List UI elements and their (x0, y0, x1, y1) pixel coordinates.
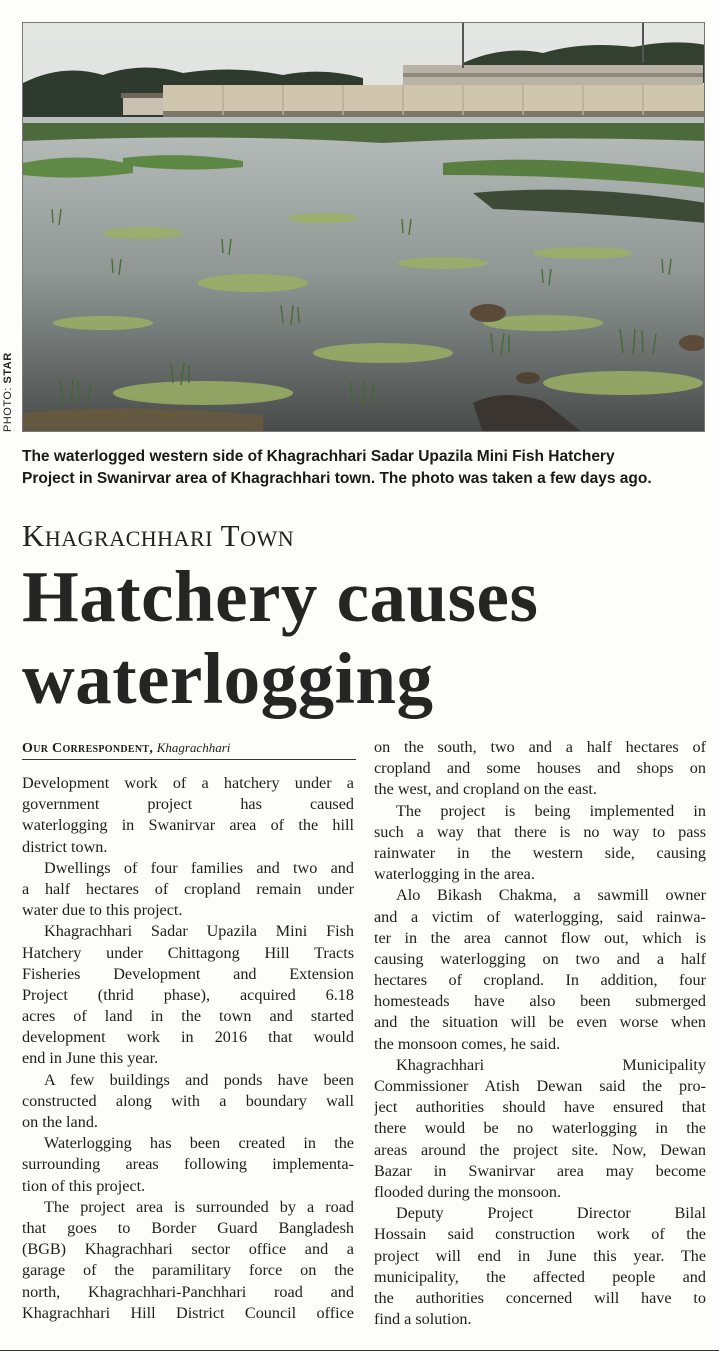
article-line: the monsoon comes, he said. (374, 1034, 561, 1053)
article-line: the west, and cropland on the east. (374, 780, 597, 799)
article-line: Hatchery under Chittagong Hill Tracts (22, 943, 354, 962)
article-line: acres of land in the town and started (22, 1007, 354, 1026)
caption-line: Project in Swanirvar area of Khagrachhari town. The photo was taken a few days ago. (22, 470, 652, 487)
article-line: A few buildings and ponds have been (44, 1070, 354, 1089)
photo-credit-source: STAR (2, 352, 14, 384)
article-line: on the land. (22, 1113, 98, 1131)
article-line: municipality, the affected people and (374, 1267, 706, 1286)
article-line: there would be no waterlogging in the (374, 1119, 706, 1138)
article-line: flooded during the monsoon. (374, 1182, 562, 1201)
article-line: Development work of a hatchery under a (22, 774, 354, 792)
article-line: north, Khagrachhari-Panchhari road and (22, 1282, 354, 1301)
photo-credit (2, 352, 14, 432)
article-line: homesteads have also been submerged (374, 992, 706, 1011)
article-line: (BGB) Khagrachhari sector office and a (22, 1240, 354, 1259)
article-line: garage of the paramilitary force on the (22, 1261, 354, 1280)
news-photo (22, 22, 705, 432)
article-line: waterlogging in Swanirvar area of the hill (22, 816, 354, 835)
article-line: Khagrachhari Municipality (396, 1055, 706, 1074)
article-line: that goes to Border Guard Bangladesh (22, 1218, 354, 1237)
article-line: causing waterlogging on two and a half (374, 949, 706, 968)
article-line: project will end in June this year. The (374, 1246, 706, 1265)
article-line: and a victim of waterlogging, said rainwa- (374, 907, 706, 926)
article-line: district town. (22, 837, 108, 856)
article-line: areas around the project site. Now, Dewan (374, 1140, 706, 1159)
article-line: the authorities concerned will have to (374, 1288, 706, 1307)
article-line: a half hectares of cropland remain under (22, 879, 354, 898)
article-line: waterlogging in the area. (374, 865, 535, 884)
article-line: Fisheries Development and Extension (22, 964, 354, 983)
article-line: ject authorities should have ensured that (374, 1098, 706, 1117)
caption-line: The waterlogged western side of Khagrachhari Sadar Upazila Mini Fish Hatchery (22, 448, 615, 465)
article-line: government project has caused (22, 795, 354, 814)
byline-name: Our Correspondent, (22, 741, 154, 756)
article-line: Hossain said construction work of the (374, 1225, 706, 1244)
article-column-1 (22, 773, 354, 1324)
article-line: Bazar in Swanirvar area may become (374, 1161, 706, 1180)
article-column-2 (374, 737, 706, 1330)
waterlogged-field-image (23, 23, 705, 432)
headline-line: Hatchery causes (22, 556, 539, 637)
article-line: Deputy Project Director Bilal (396, 1204, 706, 1223)
photo-credit-label: PHOTO: (2, 387, 14, 432)
article-line: and the situation will be even worse when (374, 1013, 706, 1032)
article-line: such a way that there is no way to pass (374, 822, 706, 841)
section-kicker: Khagrachhari Town (22, 518, 295, 553)
article-line: The project is being implemented in (396, 801, 706, 820)
article-line: Commissioner Atish Dewan said the pro- (374, 1077, 706, 1095)
bottom-rule (0, 1350, 719, 1351)
article-line: surrounding areas following implementa- (22, 1155, 354, 1174)
article-line: end in June this year. (22, 1049, 159, 1068)
article-line: Khagrachhari Sadar Upazila Mini Fish (44, 922, 354, 941)
article-line: The project area is surrounded by a road (44, 1197, 354, 1216)
article-line: cropland and some houses and shops on (374, 759, 706, 778)
article-line: rainwater in the western side, causing (374, 843, 706, 862)
article-line: hectares of cropland. In addition, four (374, 971, 706, 990)
headline (22, 556, 538, 720)
article-line: Waterlogging has been created in the (44, 1134, 354, 1153)
byline (22, 740, 356, 760)
article-line: tion of this project. (22, 1176, 146, 1195)
byline-place: Khagrachhari (156, 740, 231, 755)
photo-caption (22, 446, 712, 490)
article-line: constructed along with a boundary wall (22, 1091, 354, 1110)
article-line: water due to this project. (22, 901, 183, 920)
article-line: Dwellings of four families and two and (44, 858, 354, 877)
article-line: on the south, two and a half hectares of (374, 738, 706, 756)
headline-line: waterlogging (22, 638, 434, 719)
article-line: development work in 2016 that would (22, 1028, 354, 1047)
article-line: Khagrachhari Hill District Council office (22, 1303, 354, 1322)
article-line: find a solution. (374, 1310, 472, 1329)
article-line: Alo Bikash Chakma, a sawmill owner (396, 886, 706, 905)
article-line: ter in the area cannot flow out, which is (374, 928, 706, 947)
article-line: Project (thrid phase), acquired 6.18 (22, 985, 354, 1004)
